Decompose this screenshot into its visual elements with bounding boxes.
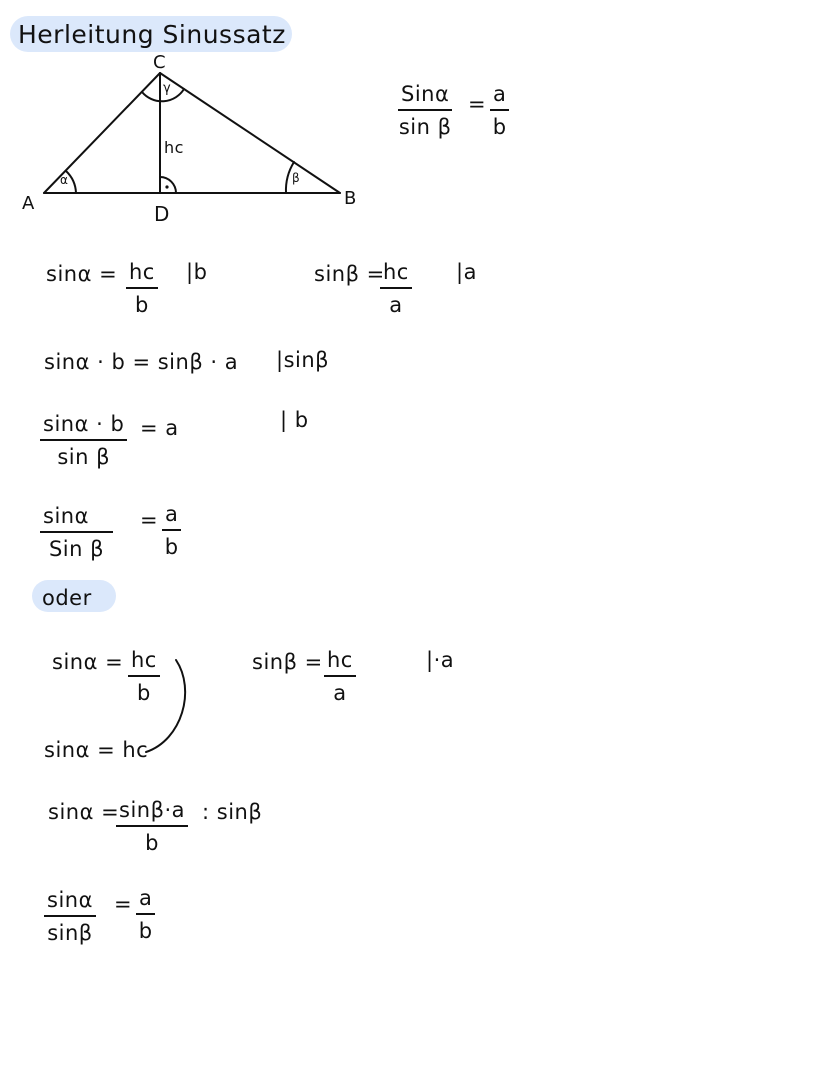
step4-num: sinα xyxy=(40,506,113,533)
step1-left-num: hc xyxy=(126,262,158,289)
step1-right-op: |a xyxy=(456,260,477,284)
alt3-num: sinβ·a xyxy=(116,800,188,827)
step2-expr: sinα · b = sinβ · a xyxy=(44,350,239,374)
alt1-right-op: |·a xyxy=(426,648,455,672)
alt4-rnum: a xyxy=(136,888,155,915)
alt1-left-fraction xyxy=(128,650,160,704)
angle-beta-label: β xyxy=(292,171,301,185)
top-rnum: a xyxy=(490,84,509,111)
step4-fraction-left xyxy=(40,506,113,560)
step2-op: |sinβ xyxy=(276,348,330,372)
step1-right-num: hc xyxy=(380,262,412,289)
step4-fraction-right xyxy=(162,504,181,558)
top-fraction-left xyxy=(398,84,452,138)
alt4-fraction-left xyxy=(44,890,96,944)
angle-gamma-label: γ xyxy=(163,81,172,96)
alt1-right-fraction xyxy=(324,650,356,704)
alt4-equals: = xyxy=(114,892,133,916)
step3-den: sin β xyxy=(57,445,110,469)
right-angle-arc xyxy=(160,177,176,193)
side-bc xyxy=(160,73,340,193)
angle-alpha-label: α xyxy=(60,173,69,187)
alt1-left-den: b xyxy=(137,681,151,705)
right-angle-dot xyxy=(165,185,168,188)
vertex-c-label: C xyxy=(153,52,167,73)
step4-den: Sin β xyxy=(48,537,104,561)
alt2-expr: sinα = hc xyxy=(44,738,149,762)
step3-fraction xyxy=(40,414,127,468)
step3-op: | b xyxy=(280,408,309,432)
alt3-lhs: sinα = xyxy=(48,800,120,824)
top-fraction-right xyxy=(490,84,509,138)
height-label: hc xyxy=(164,138,184,157)
step1-left-fraction xyxy=(126,262,158,316)
step1-left-den: b xyxy=(135,293,149,317)
alt1-left-num: hc xyxy=(128,650,160,677)
top-den: sin β xyxy=(398,115,452,139)
step1-left-op: |b xyxy=(186,260,208,284)
foot-d-label: D xyxy=(154,202,170,226)
step4-rnum: a xyxy=(162,504,181,531)
alt4-rden: b xyxy=(138,919,153,943)
alt1-left-lhs: sinα = xyxy=(52,650,124,674)
page-title: Herleitung Sinussatz xyxy=(18,20,286,49)
alt4-den: sinβ xyxy=(47,921,93,945)
top-equals: = xyxy=(468,92,487,116)
vertex-b-label: B xyxy=(344,188,357,209)
alt1-right-num: hc xyxy=(324,650,356,677)
step4-rden: b xyxy=(164,535,179,559)
vertex-a-label: A xyxy=(22,193,35,214)
step4-equals: = xyxy=(140,508,159,532)
alt4-fraction-right xyxy=(136,888,155,942)
alt3-den: b xyxy=(145,831,159,855)
step3-rhs: = a xyxy=(140,416,179,440)
step1-right-den: a xyxy=(389,293,403,317)
alt1-right-lhs: sinβ = xyxy=(252,650,323,674)
top-rden: b xyxy=(492,115,507,139)
oder-label: oder xyxy=(42,586,92,610)
alt1-right-den: a xyxy=(333,681,347,705)
alt3-rhs: : sinβ xyxy=(202,800,263,824)
step1-right-lhs: sinβ = xyxy=(314,262,385,286)
top-num: Sinα xyxy=(398,84,452,111)
step1-right-fraction xyxy=(380,262,412,316)
step1-left-lhs: sinα = xyxy=(46,262,118,286)
alt3-fraction xyxy=(116,800,188,854)
step3-num: sinα · b xyxy=(40,414,127,441)
alt4-num: sinα xyxy=(44,890,96,917)
